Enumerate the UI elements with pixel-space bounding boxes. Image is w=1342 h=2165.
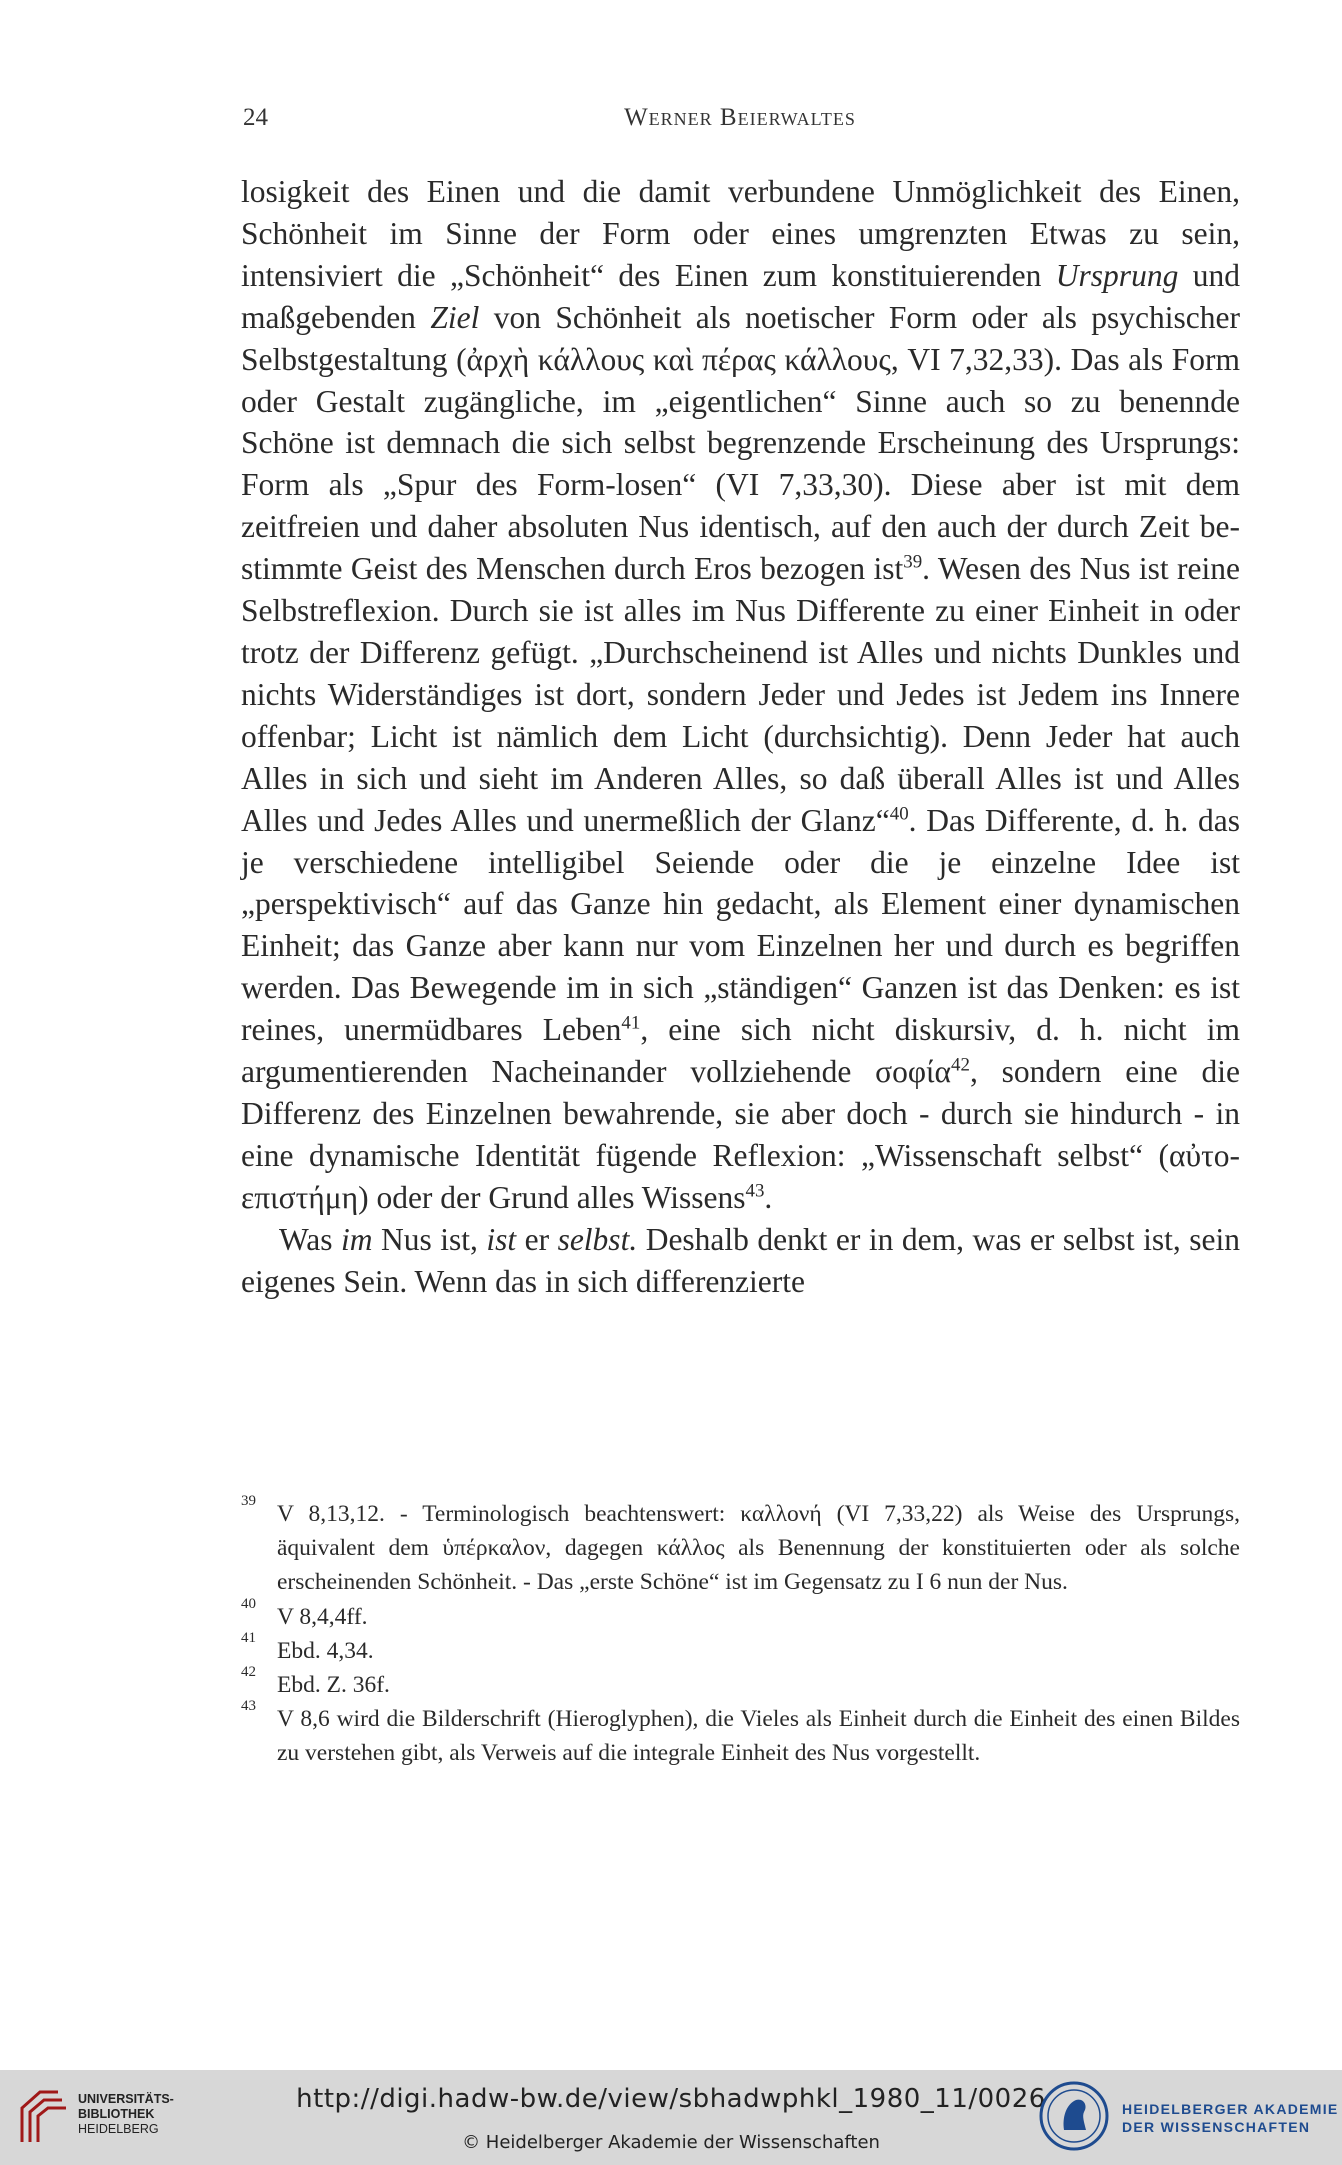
permalink-url[interactable]: http://digi.hadw-bw.de/view/sbhadwphkl_1980_11/0026 xyxy=(296,2084,1046,2114)
footnote-ref-40[interactable]: 40 xyxy=(889,803,909,825)
footnote-text: V 8,6 wird die Bilderschrift (Hieroglyphen), die Vieles als Einheit durch die Einheit des einen Bildes zu verstehen gibt, als Verweis auf die integrale Einheit des Nus vorgestellt. xyxy=(277,1706,1240,1767)
text-run: . Das Differente, d. h. das je verschiedene intelligibel Seiende oder die je einzelne Idee ist „perspektivisch“ auf das Ganze hin gedacht, als Element einer dynamischen Einheit; das Ganze aber kann nur vom Einzelnen her und durch es begriffen werden. Das Bewegende im in sich „ständigen“ Ganzen ist das Denken: es ist reines, unermüdbares Leben xyxy=(241,802,1241,1048)
paragraph-1 xyxy=(241,171,1240,1219)
text-run: , eine sich nicht diskursiv, d. h. nicht im argumentierenden Nacheinander vollziehende σοφία xyxy=(241,1012,1240,1090)
ub-line-3: HEIDELBERG xyxy=(78,2122,159,2136)
ub-line-1: UNIVERSITÄTS- xyxy=(78,2092,174,2106)
footnote-text: Ebd. 4,34. xyxy=(277,1637,374,1664)
footnote-43 xyxy=(241,1698,1240,1770)
footnote-text: V 8,4,4ff. xyxy=(277,1603,368,1630)
body-text xyxy=(241,171,1240,1302)
footnote-42 xyxy=(241,1664,1240,1702)
text-run: und maßgebenden xyxy=(241,257,1241,335)
emphasis: im xyxy=(340,1221,373,1257)
footnote-number: 43 xyxy=(241,1698,256,1715)
emphasis: selbst. xyxy=(557,1221,638,1257)
text-run: Deshalb denkt er in dem, was er selbst ist, sein eigenes Sein. Wenn das in sich differenzierte xyxy=(241,1221,1240,1299)
paragraph-2 xyxy=(241,1219,1240,1303)
text-run: von Schönheit als noetischer Form oder als psychischer Selbstgestaltung (ἀρχὴ κάλλους καὶ πέρας κάλλους, VI 7,32,33). Das als Form oder Gestalt zugängliche, im „eigentlichen“ Sinne auch so zu benennde Schöne ist demnach die sich selbst begrenzende Erscheinung des Ursprungs: Form als „Spur des Form-losen“ (VI 7,33,30). Diese aber ist mit dem zeitfreien und daher absoluten Nus identisch, auf den auch der durch Zeit bestimmte Geist des Menschen durch Eros bezogen ist xyxy=(241,299,1240,587)
text-run: Was xyxy=(279,1221,341,1257)
footnote-40 xyxy=(241,1595,1240,1634)
hawk-seal-icon[interactable] xyxy=(1038,2080,1110,2152)
text-run: . Wesen des Nus ist reine Selbstreflexion. Durch sie ist alles im Nus Differente zu einer Einheit in oder trotz der Differenz gefügt. „Durchscheinend ist Alles und nichts Dunkles und nichts Widerständiges ist dort, sondern Jeder und Jedes ist Jedem ins Innere offenbar; Licht ist nämlich dem Licht (durchsichtig). Denn Jeder hat auch Alles in sich und sieht im Anderen Alles, so daß überall Alles ist und Alles Alles und Jedes Alles und unermeßlich der Glanz“ xyxy=(241,551,1240,838)
emphasis: ist xyxy=(486,1221,517,1257)
ub-line-2: BIBLIOTHEK xyxy=(78,2107,155,2121)
footnote-ref-39[interactable]: 39 xyxy=(903,551,923,573)
footnote-number: 40 xyxy=(241,1595,256,1612)
footer-bar xyxy=(0,2070,1342,2165)
footnotes xyxy=(241,1493,1240,1771)
page-number: 24 xyxy=(243,104,268,131)
hawk-label xyxy=(1122,2100,1339,2136)
page-header xyxy=(243,98,1237,138)
footnote-39 xyxy=(241,1493,1240,1600)
text-run: . xyxy=(764,1179,773,1215)
emphasis: Ziel xyxy=(430,299,480,335)
copyright-notice: © Heidelberger Akademie der Wissenschaften xyxy=(462,2132,880,2153)
footnote-ref-43[interactable]: 43 xyxy=(745,1180,765,1202)
footnote-number: 41 xyxy=(241,1629,256,1646)
text-run: Nus ist, xyxy=(372,1221,487,1257)
footnote-text: V 8,13,12. - Terminologisch beachtenswert: καλλονή (VI 7,33,22) als Weise des Ursprungs, äquivalent dem ὑπέρκαλον, dagegen κάλλος als Benennung der konstituierten oder als solche erscheinenden Schönheit. - Das „erste Schöne“ ist im Gegensatz zu I 6 nun der Nus. xyxy=(277,1501,1240,1596)
hawk-line-1: HEIDELBERGER AKADEMIE xyxy=(1122,2101,1339,2117)
footnote-number: 39 xyxy=(241,1493,256,1509)
footnote-ref-42[interactable]: 42 xyxy=(951,1054,970,1076)
running-head: Werner Beierwaltes xyxy=(624,104,856,131)
footnote-ref-41[interactable]: 41 xyxy=(621,1012,641,1034)
footnote-text: Ebd. Z. 36f. xyxy=(277,1672,390,1699)
emphasis: Ursprung xyxy=(1055,257,1179,293)
text-run: er xyxy=(516,1221,558,1257)
footnote-41 xyxy=(241,1629,1240,1668)
hawk-line-2: DER WISSENSCHAFTEN xyxy=(1122,2119,1311,2135)
text-run: losigkeit des Einen und die damit verbundene Unmöglichkeit des Einen, Schönheit im Sinne der Form oder eines umgrenzten Etwas zu sein, intensiviert die „Schönheit“ des Einen zum konstituierenden xyxy=(241,174,1240,293)
footnote-number: 42 xyxy=(241,1664,256,1681)
text-run: , sondern eine die Differenz des Einzelnen bewahrende, sie aber doch - durch sie hindurch - in eine dynamische Identität fügende Reflexion: „Wissenschaft selbst“ (αὐτοεπιστήμη) oder der Grund alles Wissens xyxy=(241,1054,1240,1215)
